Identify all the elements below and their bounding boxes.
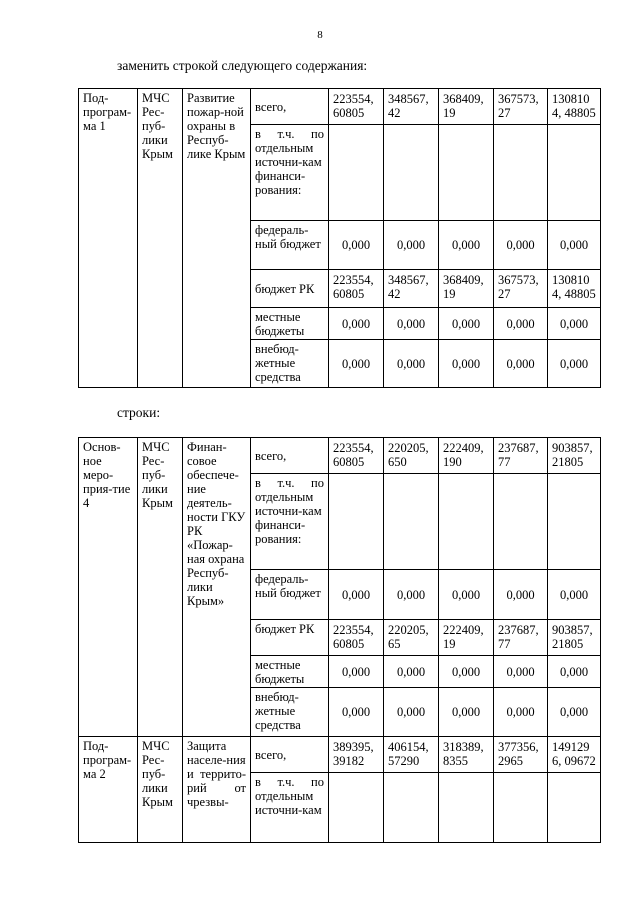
value-cell: 0,000 <box>329 688 384 737</box>
value-cell: 0,000 <box>439 688 494 737</box>
row-label: местные бюджеты <box>251 656 329 688</box>
value-cell: 367573, 27 <box>494 270 548 308</box>
value-cell: 1308104, 48805 <box>548 270 601 308</box>
executor-cell: МЧС Рес-пуб-лики Крым <box>138 438 183 737</box>
value-cell: 0,000 <box>548 688 601 737</box>
value-cell: 0,000 <box>384 688 439 737</box>
value-cell: 348567, 42 <box>384 89 439 125</box>
value-cell <box>384 474 439 570</box>
program-cell: Под-програм-ма 1 <box>79 89 138 388</box>
value-cell: 0,000 <box>384 308 439 340</box>
value-cell <box>384 125 439 221</box>
value-cell <box>494 773 548 843</box>
value-cell <box>494 125 548 221</box>
program-cell: Под-програм-ма 2 <box>79 737 138 843</box>
value-cell: 318389, 8355 <box>439 737 494 773</box>
row-label: в т.ч. по отдельным источни-кам финанси-рования: <box>251 474 329 570</box>
row-label: федераль-ный бюджет <box>251 570 329 620</box>
value-cell: 0,000 <box>329 340 384 388</box>
value-cell: 0,000 <box>439 656 494 688</box>
executor-cell: МЧС Рес-пуб-лики Крым <box>138 89 183 388</box>
row-label: всего, <box>251 737 329 773</box>
value-cell: 223554, 60805 <box>329 270 384 308</box>
value-cell <box>329 125 384 221</box>
value-cell: 0,000 <box>329 308 384 340</box>
value-cell: 220205, 650 <box>384 438 439 474</box>
rows-table <box>78 437 601 843</box>
value-cell: 0,000 <box>439 570 494 620</box>
row-label: внебюд-жетные средства <box>251 688 329 737</box>
value-cell: 1308104, 48805 <box>548 89 601 125</box>
value-cell: 348567, 42 <box>384 270 439 308</box>
value-cell: 0,000 <box>548 340 601 388</box>
row-label: всего, <box>251 438 329 474</box>
value-cell: 0,000 <box>329 221 384 270</box>
program-name-cell: Защита населе-ния и террито-рий от чрезвы- <box>183 737 251 843</box>
value-cell: 0,000 <box>439 340 494 388</box>
row-label: всего, <box>251 89 329 125</box>
value-cell: 237687, 77 <box>494 620 548 656</box>
value-cell: 368409, 19 <box>439 89 494 125</box>
value-cell: 0,000 <box>494 308 548 340</box>
value-cell: 0,000 <box>494 570 548 620</box>
executor-cell: МЧС Рес-пуб-лики Крым <box>138 737 183 843</box>
value-cell <box>439 474 494 570</box>
page-number: 8 <box>317 29 323 41</box>
value-cell <box>329 474 384 570</box>
value-cell: 223554, 60805 <box>329 438 384 474</box>
value-cell <box>329 773 384 843</box>
value-cell: 367573, 27 <box>494 89 548 125</box>
value-cell: 0,000 <box>384 570 439 620</box>
value-cell: 0,000 <box>494 688 548 737</box>
value-cell <box>384 773 439 843</box>
value-cell <box>548 474 601 570</box>
row-label: федераль-ный бюджет <box>251 221 329 270</box>
program-cell: Основ-ное меро-прия-тие 4 <box>79 438 138 737</box>
replacement-table <box>78 88 601 388</box>
value-cell: 1491296, 09672 <box>548 737 601 773</box>
value-cell <box>548 773 601 843</box>
program-name-cell: Развитие пожар-ной охраны в Респуб-лике Крым <box>183 89 251 388</box>
value-cell: 0,000 <box>494 221 548 270</box>
value-cell: 903857, 21805 <box>548 620 601 656</box>
value-cell: 0,000 <box>384 221 439 270</box>
value-cell: 406154, 57290 <box>384 737 439 773</box>
value-cell: 0,000 <box>494 656 548 688</box>
row-label: в т.ч. по отдельным источни-кам <box>251 773 329 843</box>
value-cell: 0,000 <box>548 221 601 270</box>
value-cell <box>439 125 494 221</box>
value-cell: 222409, 19 <box>439 620 494 656</box>
value-cell: 0,000 <box>329 570 384 620</box>
row-label: внебюд-жетные средства <box>251 340 329 388</box>
value-cell: 220205, 65 <box>384 620 439 656</box>
value-cell: 0,000 <box>548 308 601 340</box>
value-cell: 0,000 <box>384 340 439 388</box>
value-cell: 0,000 <box>439 308 494 340</box>
value-cell: 903857, 21805 <box>548 438 601 474</box>
value-cell <box>494 474 548 570</box>
program-name-cell: Финан-совое обеспече-ние деятель-ности ГКУ РК «Пожар-ная охрана Респуб-лики Крым» <box>183 438 251 737</box>
value-cell: 0,000 <box>548 656 601 688</box>
value-cell: 223554, 60805 <box>329 89 384 125</box>
row-label: бюджет РК <box>251 270 329 308</box>
row-label: в т.ч. по отдельным источни-кам финанси-рования: <box>251 125 329 221</box>
value-cell: 222409, 190 <box>439 438 494 474</box>
value-cell: 377356, 2965 <box>494 737 548 773</box>
value-cell: 0,000 <box>494 340 548 388</box>
value-cell <box>439 773 494 843</box>
value-cell <box>548 125 601 221</box>
value-cell: 0,000 <box>329 656 384 688</box>
value-cell: 237687, 77 <box>494 438 548 474</box>
rows-label: строки: <box>117 405 161 420</box>
value-cell: 368409, 19 <box>439 270 494 308</box>
value-cell: 0,000 <box>384 656 439 688</box>
value-cell: 389395, 39182 <box>329 737 384 773</box>
value-cell: 0,000 <box>439 221 494 270</box>
row-label: местные бюджеты <box>251 308 329 340</box>
row-label: бюджет РК <box>251 620 329 656</box>
value-cell: 0,000 <box>548 570 601 620</box>
replace-instruction: заменить строкой следующего содержания: <box>117 58 368 73</box>
value-cell: 223554, 60805 <box>329 620 384 656</box>
